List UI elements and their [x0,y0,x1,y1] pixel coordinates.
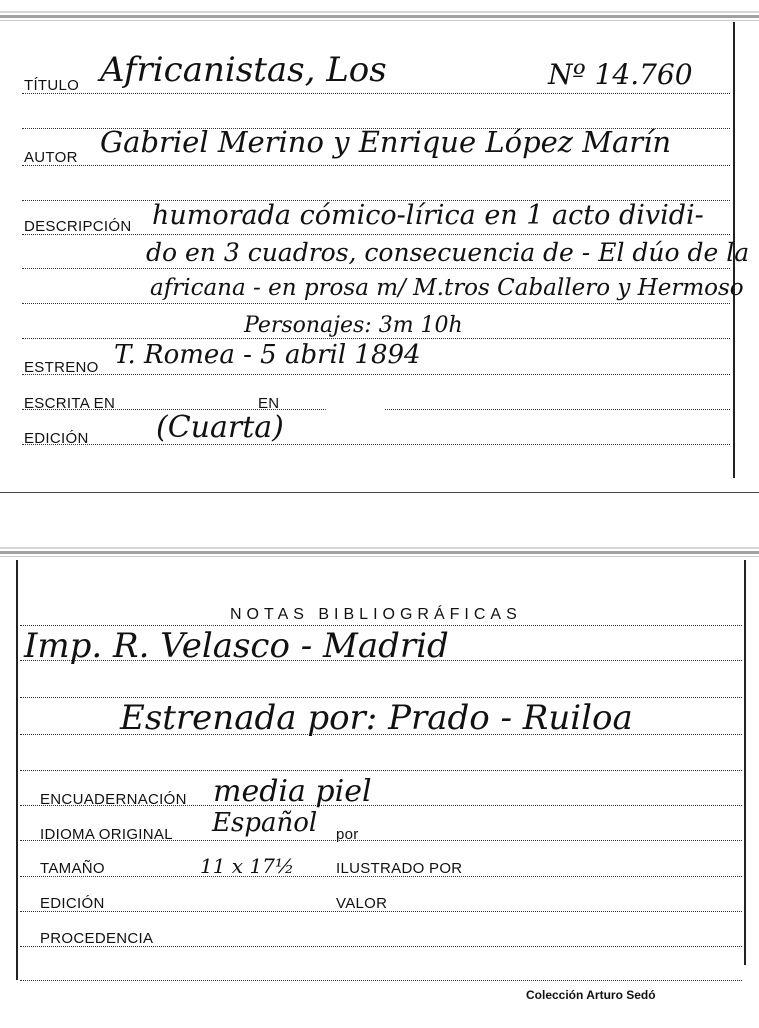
card-right-border [744,560,746,965]
rule [22,444,730,445]
collection-credit: Colección Arturo Sedó [526,988,656,1002]
estreno-value: T. Romea - 5 abril 1894 [114,340,421,370]
procedencia-label: PROCEDENCIA [40,930,154,947]
edicion-value: (Cuarta) [156,410,284,445]
torn-edge-bottom-card [0,542,759,564]
por-label: por [336,826,359,843]
catalog-card-top [0,0,759,493]
rule [22,268,730,269]
edicion-label: EDICIÓN [24,430,89,447]
numero-value: Nº 14.760 [548,58,693,91]
idioma-value: Español [212,808,318,838]
titulo-label: TÍTULO [24,77,80,94]
nota-line-2: Estrenada por: Prado - Ruiloa [120,698,633,738]
rule [22,374,730,375]
card-separator [0,492,759,493]
escrita-label: ESCRITA EN [24,395,116,412]
descripcion-line-3: africana - en prosa m/ M.tros Caballero y Hermoso [150,275,744,301]
paper-smudge [325,388,385,444]
idioma-label: IDIOMA ORIGINAL [40,826,173,843]
valor-label: VALOR [336,895,388,912]
tamano-label: TAMAÑO [40,860,105,877]
rule [20,980,742,981]
estreno-label: ESTRENO [24,359,99,376]
descripcion-line-1: humorada cómico-lírica en 1 acto dividi- [152,200,704,231]
notas-title: NOTAS BIBLIOGRÁFICAS [230,606,522,623]
rule [22,338,730,339]
card-left-border [16,560,18,980]
catalog-card-bottom [0,540,759,1028]
encuadernacion-value: media piel [213,774,372,809]
encuadernacion-label: ENCUADERNACIÓN [40,791,187,808]
nota-line-1: Imp. R. Velasco - Madrid [24,626,449,666]
descripcion-line-4: Personajes: 3m 10h [244,313,463,338]
descripcion-label: DESCRIPCIÓN [24,218,132,235]
rule [22,165,730,166]
edicion-label-bottom: EDICIÓN [40,895,105,912]
ilustrado-label: ILUSTRADO POR [336,860,463,877]
rule [22,93,730,94]
en-label: EN [258,395,280,412]
titulo-value: Africanistas, Los [100,50,387,90]
rule [22,303,730,304]
autor-label: AUTOR [24,149,78,166]
autor-value: Gabriel Merino y Enrique López Marín [100,125,672,159]
rule [20,770,742,771]
descripcion-line-2: do en 3 cuadros, consecuencia de - El dúo de la [146,238,750,267]
tamano-value: 11 x 17½ [200,854,295,878]
torn-edge-top [0,6,759,28]
